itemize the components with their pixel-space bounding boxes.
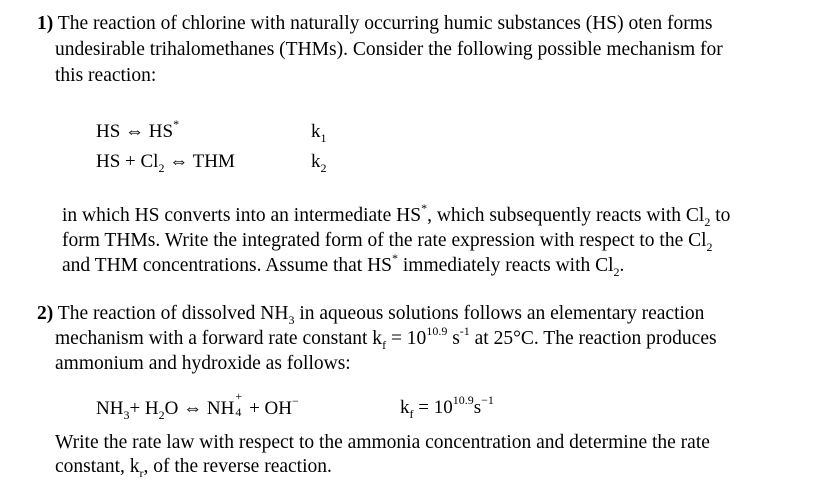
q1-body-text-1c: to <box>710 205 731 226</box>
q2-eq-nh4-sup: + <box>235 389 243 403</box>
q2-eq-s: s <box>473 397 482 418</box>
q2-equation <box>96 389 299 422</box>
q2-rate-constant <box>400 392 494 421</box>
q1-rate-constant-2 <box>311 150 327 174</box>
q1-body-text-1b: , which subsequently reacts with Cl <box>427 205 705 226</box>
q1-body-text-2a: form THMs. Write the integrated form of the rate expression with respect to the Cl <box>62 230 707 251</box>
q1-rate-constant-1 <box>311 120 327 144</box>
q1-body-line-1 <box>62 200 731 229</box>
q2-task-text-2a: constant, k <box>55 456 140 477</box>
q1-body-sub-1: 2 <box>704 214 711 229</box>
q2-text-2b: = 10 <box>386 328 427 349</box>
q1-number: 1) <box>37 13 54 34</box>
q2-eq-nh4-sub: 4 <box>235 405 242 419</box>
q1-r1-right: HS <box>148 121 174 142</box>
q1-body-text-3c: . <box>619 255 625 276</box>
q1-reaction-1 <box>96 116 180 144</box>
q1-body-text-1a: in which HS converts into an intermediate HS <box>62 205 422 226</box>
q2-task-line-1 <box>55 431 710 455</box>
q1-body-text-3b: immediately reacts with Cl <box>398 255 614 276</box>
q2-sup-2: 10.9 <box>426 323 448 338</box>
q1-r1-right-sup: * <box>173 116 180 131</box>
q1-intro-text-1: The reaction of chlorine with naturally occurring humic substances (HS) oten forms <box>57 13 713 34</box>
q1-intro-line-3 <box>55 64 156 88</box>
q2-eq-exp: 10.9 <box>452 392 474 407</box>
q1-body-sub-3: 2 <box>613 264 620 279</box>
q2-eq-s-sup: −1 <box>481 392 494 407</box>
q2-task-line-2 <box>55 455 332 479</box>
q2-eq-k-sub: f <box>409 406 414 421</box>
q2-eq-oh-sup: − <box>292 393 299 408</box>
q2-sub-1: 3 <box>288 312 295 327</box>
q2-eq-nh3: NH <box>96 398 124 419</box>
q2-eq-nh4-scripts <box>234 389 244 419</box>
q1-r2-left: HS + Cl <box>96 151 159 172</box>
q2-task-sub: r <box>139 465 144 480</box>
q2-sub-2: f <box>382 337 387 352</box>
q2-text-2c: s <box>447 328 460 349</box>
q1-body-text-3a: and THM concentrations. Assume that HS <box>62 255 393 276</box>
q1-intro-text-2: undesirable trihalomethanes (THMs). Consider the following possible mechanism for <box>55 39 723 60</box>
q1-k2: k <box>311 151 321 172</box>
q2-text-1a: The reaction of dissolved NH <box>57 303 289 324</box>
q2-task-text-2b: , of the reverse reaction. <box>143 456 332 477</box>
q1-intro-line-1 <box>37 12 712 36</box>
q2-eq-nh4: NH <box>206 398 235 419</box>
q1-body-sup-1: * <box>421 200 428 215</box>
q2-eq-plus-oh: + OH <box>244 398 292 419</box>
q2-eq-nh3-sub: 3 <box>123 407 130 422</box>
q2-eq-o: O <box>164 398 179 419</box>
q1-r2-left-sub: 2 <box>158 160 165 175</box>
q2-number: 2) <box>37 303 54 324</box>
q2-text-3: ammonium and hydroxide as follows: <box>55 353 351 374</box>
q2-line-2 <box>55 323 717 352</box>
q2-eq-h2o-sub: 2 <box>158 407 165 422</box>
q2-line-3 <box>55 352 351 376</box>
q1-r2-right: THM <box>192 151 235 172</box>
q2-eq-k: k <box>400 397 410 418</box>
q1-body-sup-3: * <box>392 250 399 265</box>
q1-r1-left: HS <box>96 121 121 142</box>
q2-text-2d: at 25°C. The reaction produces <box>469 328 717 349</box>
q1-r2-arrow: ⇔ <box>169 151 189 172</box>
q1-k1-sub: 1 <box>320 130 327 145</box>
q1-k2-sub: 2 <box>320 160 327 175</box>
q2-task-text-1: Write the rate law with respect to the ammonia concentration and determine the rate <box>55 432 710 453</box>
q1-body-line-2 <box>62 229 713 253</box>
q1-intro-text-3: this reaction: <box>55 65 157 86</box>
q1-intro-line-2 <box>55 38 723 62</box>
q1-body-line-3 <box>62 250 625 279</box>
q1-body-sub-2: 2 <box>706 239 713 254</box>
q1-r1-arrow: ⇔ <box>125 121 145 142</box>
q2-eq-equals: = 10 <box>413 397 453 418</box>
q1-reaction-2 <box>96 150 235 174</box>
q2-sup-2b: -1 <box>459 323 470 338</box>
q2-eq-plus-h: + H <box>129 398 159 419</box>
q2-eq-arrow: ⇔ <box>183 398 203 419</box>
q2-text-2a: mechanism with a forward rate constant k <box>55 328 383 349</box>
q2-text-1b: in aqueous solutions follows an elementary reaction <box>294 303 705 324</box>
q2-line-1 <box>37 302 704 326</box>
q1-k1: k <box>311 121 321 142</box>
